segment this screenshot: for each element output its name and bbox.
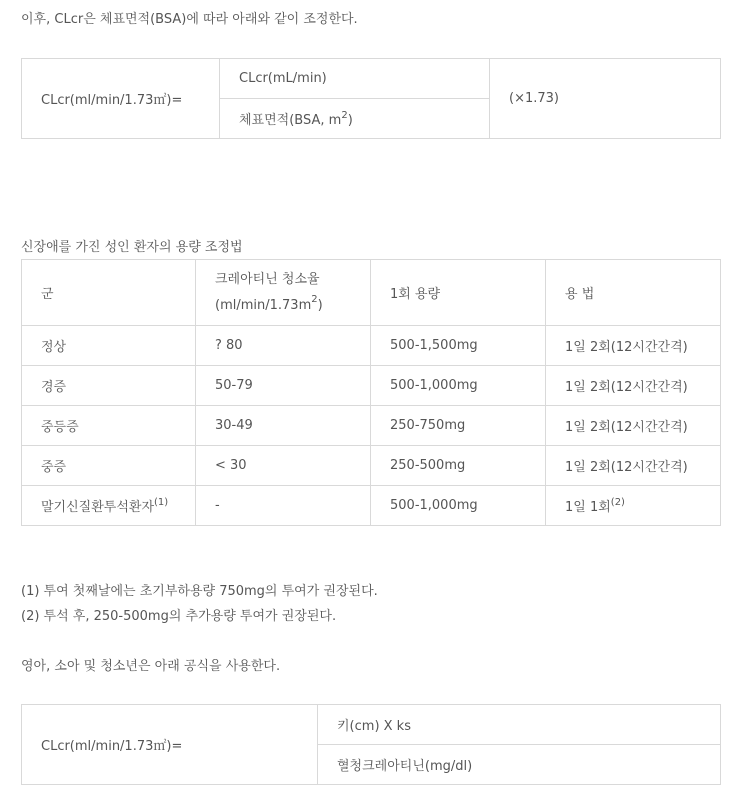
cell-group: 경증 [22,366,196,406]
cell-group-text: 말기신질환투석환자 [41,500,155,515]
pediatric-formula-numerator: 키(cm) X ks [318,705,721,745]
pediatric-formula-lhs: CLcr(ml/min/1.73㎡)= [22,705,318,785]
dose-adjustment-table [21,259,721,526]
table-header-row [22,260,721,326]
cell-clearance: ? 80 [196,326,371,366]
cell-group: 정상 [22,326,196,366]
header-clearance [196,260,371,326]
cell-clearance: 30-49 [196,406,371,446]
cell-group: 중등증 [22,406,196,446]
header-clearance-superscript: 2 [311,294,318,306]
cell-usage-text: 1일 1회 [565,500,611,515]
bsa-formula-table [21,58,721,139]
cell-clearance: < 30 [196,446,371,486]
cell-clearance: 50-79 [196,366,371,406]
footnote-ref-1: (1) [154,496,169,508]
cell-usage: 1일 2회(12시간간격) [546,446,721,486]
formula-lhs: CLcr(ml/min/1.73㎡)= [22,59,220,139]
cell-dose: 250-750mg [371,406,546,446]
denominator-superscript: 2 [341,109,348,121]
footnote-2: (2) 투석 후, 250-500mg의 추가용량 투여가 권장된다. [21,609,337,624]
cell-dose: 500-1,500mg [371,326,546,366]
table-row [22,366,721,406]
header-clearance-line2: (ml/min/1.73m [215,297,312,313]
cell-usage: 1일 2회(12시간간격) [546,326,721,366]
footnote-ref-2: (2) [610,496,625,508]
cell-dose: 250-500mg [371,446,546,486]
table-row [22,326,721,366]
header-clearance-close: ) [317,297,323,313]
cell-group [22,486,196,526]
pediatric-formula-denominator: 혈청크레아티닌(mg/dl) [318,745,721,785]
table-row [22,406,721,446]
cell-clearance: - [196,486,371,526]
cell-dose: 500-1,000mg [371,366,546,406]
cell-usage [546,486,721,526]
header-group: 군 [22,260,196,326]
pediatric-formula-table [21,704,721,785]
footnote-1: (1) 투여 첫째날에는 초기부하용량 750mg의 투여가 권장된다. [21,584,378,599]
denominator-text: 체표면적(BSA, m [239,113,342,128]
header-single-dose: 1회 용량 [371,260,546,326]
intro-text: 이후, CLcr은 체표면적(BSA)에 따라 아래와 같이 조정한다. [21,12,358,27]
cell-usage: 1일 2회(12시간간격) [546,366,721,406]
header-clearance-line1: 크레아티닌 청소율 [215,271,320,287]
header-usage: 용 법 [546,260,721,326]
cell-dose: 500-1,000mg [371,486,546,526]
pediatric-intro-text: 영아, 소아 및 청소년은 아래 공식을 사용한다. [21,659,281,674]
formula-numerator: CLcr(mL/min) [220,59,490,99]
table-row [22,486,721,526]
cell-usage: 1일 2회(12시간간격) [546,406,721,446]
table-row [22,446,721,486]
denominator-close: ) [347,113,353,128]
cell-group: 중증 [22,446,196,486]
dose-table-caption: 신장애를 가진 성인 환자의 용량 조정법 [21,240,243,255]
formula-multiplier: (×1.73) [490,59,721,139]
formula-denominator [220,99,490,139]
